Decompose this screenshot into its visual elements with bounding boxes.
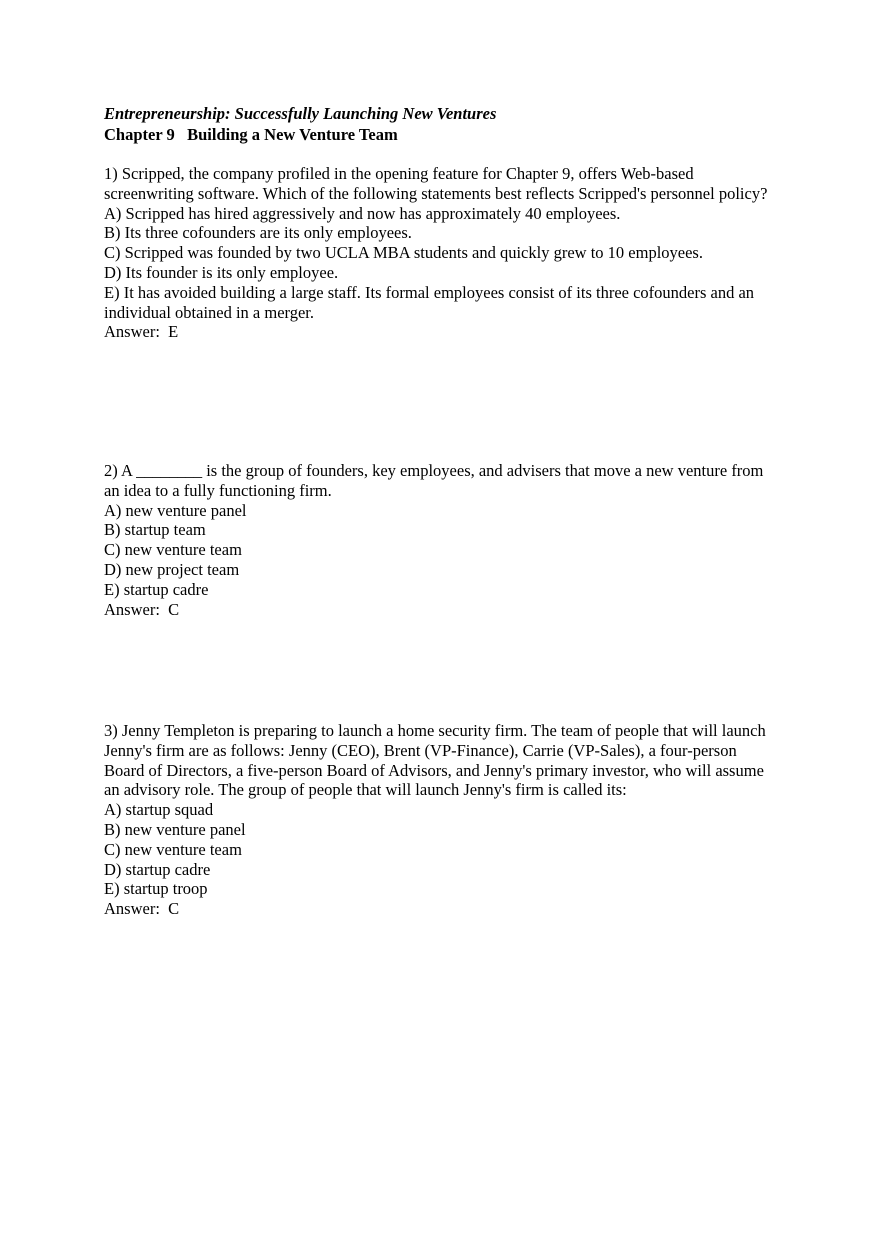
chapter-title: Chapter 9 Building a New Venture Team: [104, 125, 398, 144]
answer-option-a: A) Scripped has hired aggressively and now has approximately 40 employees.: [104, 203, 621, 223]
answer-option-c: C) new venture team: [104, 839, 242, 859]
answer-option-a: A) new venture panel: [104, 500, 247, 520]
answer-option-e: E) startup troop: [104, 879, 208, 899]
question-stem: 1) Scripped, the company profiled in the opening feature for Chapter 9, offers Web-based screenwriting software. Which of the following statements best reflects Scripped's personnel policy?: [104, 164, 768, 203]
answer-option-e: E) It has avoided building a large staff. Its formal employees consist of its three cofounders and an individual obtained in a merger.: [104, 282, 755, 322]
question-2: [104, 461, 776, 619]
answer-option-d: D) startup cadre: [104, 859, 211, 879]
question-stem: 3) Jenny Templeton is preparing to launch a home security firm. The team of people that will launch Jenny's firm are as follows: Jenny (CEO), Brent (VP-Finance), Carrie (VP-Sales), a four-person Board of Directors, a five-person Board of Advisors, and Jenny's primary investor, who will assume an advisory role. The group of people that will launch Jenny's firm is called its:: [104, 721, 766, 800]
book-title: Entrepreneurship: Successfully Launching New Ventures: [104, 104, 497, 123]
answer-key: Answer: C: [104, 899, 180, 919]
question-3: [104, 721, 776, 919]
answer-key: Answer: E: [104, 322, 179, 342]
answer-option-b: B) startup team: [104, 520, 206, 540]
answer-key: Answer: C: [104, 599, 180, 619]
answer-option-a: A) startup squad: [104, 800, 214, 820]
answer-option-e: E) startup cadre: [104, 579, 209, 599]
answer-option-b: B) new venture panel: [104, 819, 246, 839]
document-page: [104, 104, 776, 919]
answer-option-b: B) Its three cofounders are its only employees.: [104, 223, 412, 243]
question-1: [104, 164, 776, 342]
answer-option-d: D) Its founder is its only employee.: [104, 262, 339, 282]
answer-option-c: C) new venture team: [104, 540, 242, 560]
question-stem: 2) A ________ is the group of founders, key employees, and advisers that move a new venture from an idea to a fully functioning firm.: [104, 461, 764, 500]
answer-option-d: D) new project team: [104, 559, 240, 579]
answer-option-c: C) Scripped was founded by two UCLA MBA students and quickly grew to 10 employees.: [104, 243, 703, 263]
